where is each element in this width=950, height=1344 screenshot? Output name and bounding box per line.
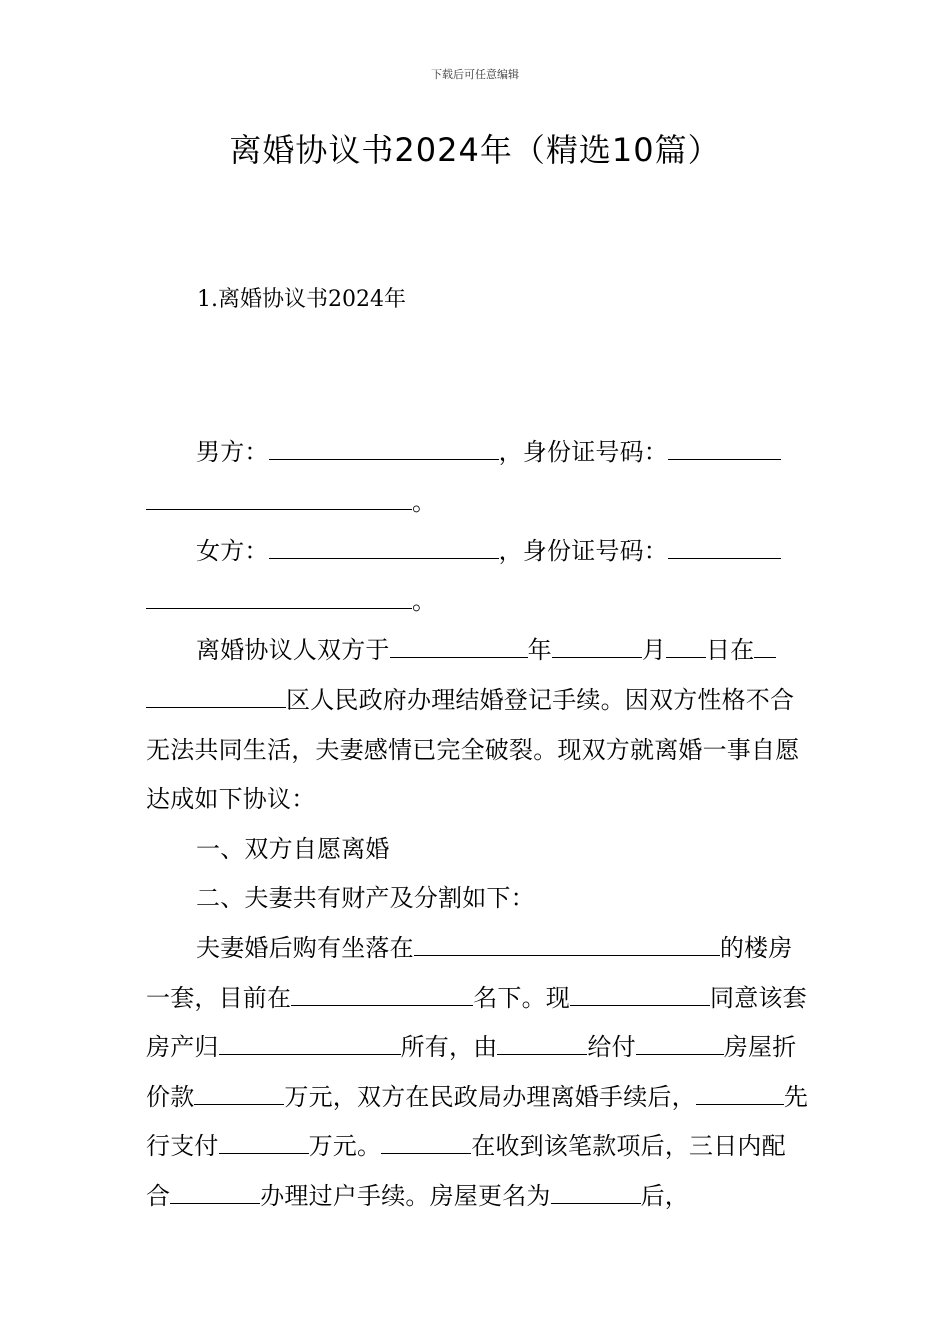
new-owner-blank — [551, 1177, 641, 1204]
month-blank — [552, 631, 642, 658]
house-text-7: 房屋折价款 — [146, 1033, 797, 1111]
house-text-11: 在收到该笔款项后，三日内配合 — [146, 1132, 786, 1210]
house-text-2: 的楼房一套，目前在 — [146, 933, 793, 1012]
house-text-5: 所有，由 — [400, 1033, 498, 1062]
year-label: 年 — [527, 636, 552, 665]
period: 。 — [412, 586, 437, 615]
first-payer-blank — [696, 1078, 784, 1105]
male-id-blank-cont — [146, 483, 412, 510]
document-title: 离婚协议书2024年（精选10篇） — [229, 131, 721, 169]
assignee-blank — [219, 1028, 401, 1055]
female-label: 女方： — [196, 537, 269, 566]
female-id-blank — [668, 532, 781, 559]
marriage-rest: 区人民政府办理结婚登记手续。因双方性格不合无法共同生活，夫妻感情已完全破裂。现双方就离婚一事自愿达成如下协议： — [146, 685, 800, 814]
male-id-label: ，身份证号码： — [498, 438, 669, 466]
receiver-blank — [381, 1127, 471, 1154]
payee-blank — [636, 1028, 724, 1055]
owner-name-blank — [291, 979, 473, 1006]
female-party-paragraph — [146, 527, 808, 626]
first-payment-blank — [219, 1127, 309, 1154]
period: 。 — [412, 487, 437, 516]
header-note: 下载后可任意编辑 — [431, 68, 519, 81]
female-id-label: ，身份证号码： — [498, 537, 669, 566]
house-text-3: 名下。现 — [473, 983, 571, 1012]
item-two: 二、夫妻共有财产及分割如下： — [196, 884, 535, 913]
house-text-13: 后， — [640, 1181, 690, 1210]
district-blank — [754, 631, 776, 658]
house-text-8: 万元，双方在民政局办理离婚手续后， — [284, 1082, 696, 1111]
house-text-6: 给付 — [587, 1033, 636, 1062]
house-paragraph — [146, 924, 808, 1222]
male-id-blank — [668, 433, 781, 460]
male-label: 男方： — [196, 438, 269, 466]
month-label: 月 — [641, 636, 667, 665]
transferee-blank — [170, 1177, 260, 1204]
male-party-paragraph — [146, 428, 808, 527]
item-one: 一、双方自愿离婚 — [196, 834, 390, 863]
payer-blank — [497, 1028, 587, 1055]
female-name-blank — [269, 532, 499, 559]
day-at-label: 日在 — [706, 636, 755, 665]
district-blank-cont — [146, 681, 286, 708]
marriage-prefix: 离婚协议人双方于 — [196, 636, 390, 665]
marriage-registration-paragraph — [146, 626, 808, 824]
female-id-blank-cont — [146, 582, 412, 609]
house-text-9: 先行支付 — [146, 1082, 809, 1161]
house-text-4: 同意该套房产归 — [146, 983, 807, 1062]
house-location-blank — [414, 929, 720, 956]
price-blank — [194, 1078, 284, 1105]
year-blank — [390, 631, 528, 658]
section-heading: 1.离婚协议书2024年 — [197, 287, 406, 312]
day-blank — [666, 631, 706, 658]
house-text-12: 办理过户手续。房屋更名为 — [260, 1181, 551, 1210]
house-text-1: 夫妻婚后购有坐落在 — [196, 933, 414, 962]
consent-party-blank — [570, 979, 710, 1006]
house-text-10: 万元。 — [308, 1132, 382, 1161]
document-body — [146, 428, 808, 1222]
male-name-blank — [269, 433, 499, 460]
